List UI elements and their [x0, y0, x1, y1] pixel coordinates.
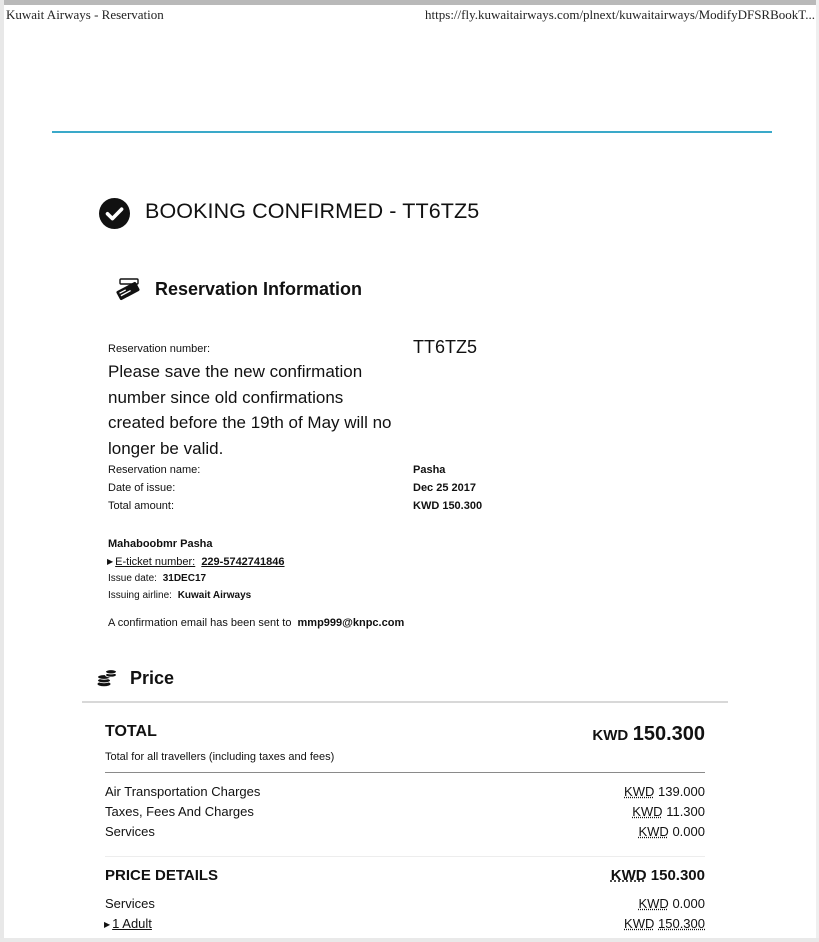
services-label: Services	[105, 824, 155, 839]
issuing-airline-row	[108, 590, 251, 601]
email-address: mmp999@knpc.com	[297, 617, 405, 629]
adult-amount	[560, 916, 705, 931]
window-left-edge	[0, 0, 4, 942]
price-total-subtitle: Total for all travellers (including taxes and fees)	[105, 751, 335, 763]
adult-row[interactable]	[104, 916, 152, 931]
window-top-edge	[0, 0, 819, 5]
booking-confirmed-heading: BOOKING CONFIRMED - TT6TZ5	[145, 199, 480, 223]
amount-value: 150.300	[650, 867, 705, 884]
reservation-name-value: Pasha	[413, 464, 446, 476]
issuing-airline-value: Kuwait Airways	[177, 590, 252, 601]
passenger-name: Mahaboobmr Pasha	[108, 538, 213, 550]
price-divider	[82, 701, 728, 703]
amount-value: 11.300	[666, 804, 705, 819]
air-transport-label: Air Transportation Charges	[105, 784, 261, 799]
ticket-issue-value: 31DEC17	[162, 573, 207, 584]
reservation-info-heading: Reservation Information	[155, 279, 363, 299]
reservation-number-label: Reservation number:	[108, 343, 211, 355]
currency-abbr: KWD	[610, 867, 647, 884]
total-currency: KWD	[592, 727, 629, 744]
amount-value: 139.000	[658, 784, 705, 799]
total-amount-value: KWD 150.300	[413, 500, 483, 512]
accent-divider	[52, 131, 772, 133]
taxes-fees-amount	[560, 804, 705, 819]
print-header-title: Kuwait Airways - Reservation	[6, 7, 164, 22]
taxes-fees-label: Taxes, Fees And Charges	[105, 804, 254, 819]
amount-value: 150.300	[658, 916, 705, 931]
eticket-label[interactable]: E-ticket number:	[115, 556, 196, 568]
window-bottom-edge	[0, 938, 819, 942]
currency-abbr: KWD	[624, 784, 655, 799]
issue-date-label: Date of issue:	[108, 482, 176, 494]
price-heading: Price	[130, 668, 175, 688]
amount-value: 0.000	[672, 896, 705, 911]
details-services-amount	[560, 896, 705, 911]
ticket-issue-row	[108, 573, 206, 584]
issuing-airline-label: Issuing airline:	[108, 590, 172, 601]
services-amount	[560, 824, 705, 839]
air-transport-amount	[560, 784, 705, 799]
expand-triangle-icon[interactable]: ▶	[104, 920, 111, 929]
adult-link[interactable]: 1 Adult	[112, 916, 152, 931]
total-amount: 150.300	[632, 723, 705, 745]
price-details-label: PRICE DETAILS	[105, 867, 219, 884]
check-circle-icon	[99, 198, 130, 229]
amount-value: 0.000	[672, 824, 705, 839]
issue-date-value: Dec 25 2017	[413, 482, 476, 494]
currency-abbr: KWD	[638, 896, 669, 911]
confirmation-notice: Please save the new confirmation number since old confirmations created before the 19th of May will no longer be valid.	[108, 362, 392, 458]
price-details-amount	[560, 867, 705, 884]
price-total-amount	[560, 723, 705, 746]
ticket-issue-label: Issue date:	[108, 573, 157, 584]
print-header-url: https://fly.kuwaitairways.com/plnext/kuwaitairways/ModifyDFSRBookT...	[425, 7, 815, 22]
eticket-number-link[interactable]: 229-5742741846	[201, 556, 285, 568]
expand-triangle-icon[interactable]: ▶	[107, 557, 114, 566]
coins-icon	[96, 667, 118, 689]
email-sent-text: A confirmation email has been sent to	[108, 617, 292, 629]
reservation-number-value: TT6TZ5	[413, 337, 478, 357]
details-divider	[105, 856, 705, 857]
currency-abbr: KWD	[638, 824, 669, 839]
ticket-icon	[113, 276, 143, 306]
total-divider	[105, 772, 705, 773]
details-services-label: Services	[105, 896, 155, 911]
reservation-name-label: Reservation name:	[108, 464, 201, 476]
currency-abbr: KWD	[624, 916, 655, 931]
eticket-row[interactable]	[107, 556, 285, 568]
total-amount-label: Total amount:	[108, 500, 175, 512]
currency-abbr: KWD	[632, 804, 663, 819]
confirmation-email-row	[108, 617, 404, 629]
price-total-label: TOTAL	[105, 723, 157, 740]
